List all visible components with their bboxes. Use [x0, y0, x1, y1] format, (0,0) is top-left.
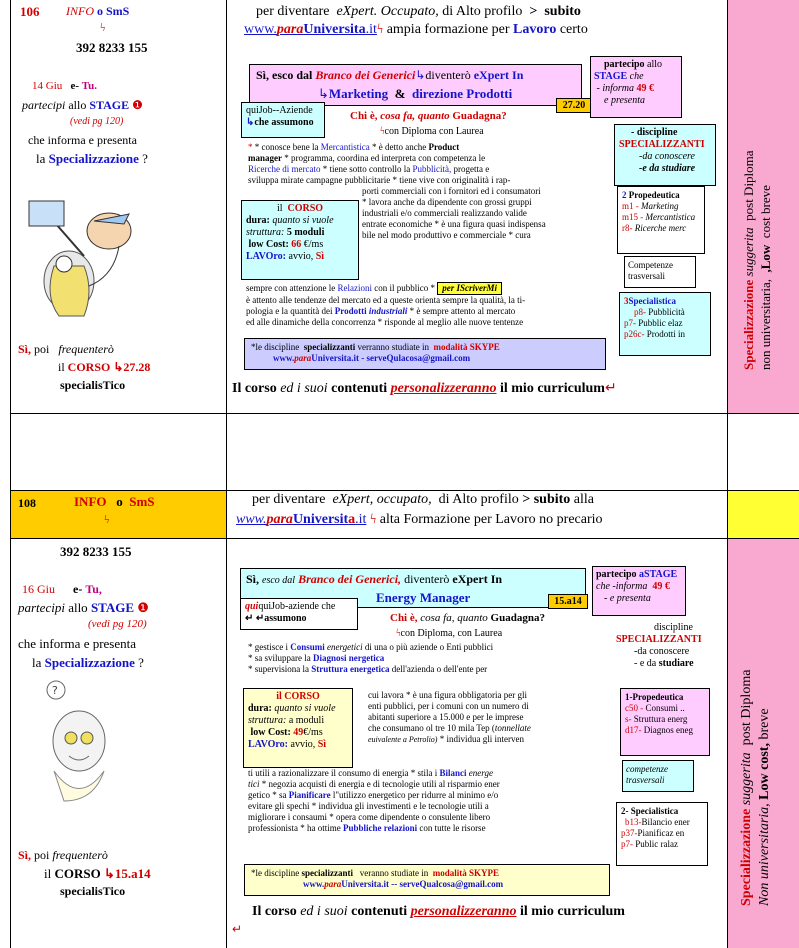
- page-ref: (vedi pg 120): [70, 116, 124, 127]
- specialistico: specialisTico: [60, 378, 126, 392]
- title-line-2: ↳Marketing & direzione Prodotti: [318, 86, 513, 101]
- spec-line-2: la Specializzazione ?: [32, 655, 144, 670]
- final-line-2: Il corso ed i suoi contenuti personalizzeranno il mio curriculum: [252, 904, 625, 919]
- phone-number-2: 392 8233 155: [60, 544, 132, 559]
- svg-text:?: ?: [52, 684, 58, 697]
- site-link[interactable]: www.paraUniversita.it: [236, 512, 367, 527]
- quijob-box-2[interactable]: quiquiJob-aziende che ↵ ↵assumono: [240, 598, 358, 630]
- final-line: Il corso ed i suoi contenuti personalizzeranno il mio curriculum↵: [232, 381, 617, 396]
- iscriviti-button[interactable]: per IScriverMi: [437, 282, 502, 295]
- lightning-icon: ϟ: [104, 512, 110, 526]
- course-ref-badge-2: 15.a14: [548, 594, 588, 609]
- info-sms: INFO o SmS: [66, 4, 130, 18]
- phone-number: 392 8233 155: [76, 40, 148, 55]
- grid-line: [226, 0, 227, 948]
- side-text-1: Specializzazione suggerita post Diploma non universitaria, ,Low cost breve: [741, 150, 773, 370]
- informa-line-2: che informa e presenta: [18, 636, 137, 651]
- site-link[interactable]: www.paraUniversita.it: [244, 22, 377, 37]
- lightning-icon: ϟ: [100, 20, 106, 34]
- description-text-6: ti utili a razionalizzare il consumo di energia * stila i Bilanci energe tici * negozia acquisti di energia e di tecnologie utili al risparmio ener getico * sa Pianificare l"utilizzo energetico per ridurre al minimo e/o evitare gli spechi * individua gli investimenti e le tecnologie utili a migliorare i consaumi * opera come dipendente o consulente libero professionista * ha ottime Pubbliche relazioni con tutte le risorse: [248, 768, 500, 833]
- stage-box-2: partecipo aSTAGE che -informa 49 € - e presenta: [592, 566, 686, 616]
- heading-line-2: www.paraUniversita.itϟ ampia formazione per Lavoro certo: [244, 22, 588, 37]
- description-text-1: * * conosce bene la Mercantistica * è detto anche Product manager * programma, coordina ed interpreta con competenza le Ricerche di mercato * tiene sotto controllo la Pubblicità, progetta e sviluppa mirate campagne pubblicitarie * tiene vive con originalità i rap-: [248, 142, 511, 185]
- title-line-3: Sì, esco dal Branco dei Generici, diventerò eXpert In: [246, 572, 503, 586]
- course-box-2: il CORSO dura: quanto si vuole struttura: a moduli low Cost: 49€/ms LAVOro: avvio, Sì: [243, 688, 353, 768]
- heading-line-4: www.paraUniversita.it ϟ alta Formazione per Lavoro no precario: [236, 512, 603, 527]
- competenze-box: Competenze trasversali: [624, 256, 696, 288]
- grid-line: [10, 0, 11, 948]
- corso-line-2: il CORSO ↳15.a14: [44, 866, 151, 881]
- specialistica-box: 3Specialistica p8- Pubblicità p7- Pubblic elaz p26c- Prodotti in: [619, 292, 711, 356]
- heading-line-1: per diventare eXpert. Occupato, di Alto profilo > subito: [256, 4, 581, 19]
- title-line-4: Energy Manager: [376, 590, 471, 605]
- competenze-box-2: competenze trasversali: [622, 760, 694, 792]
- side-cell-yellow: [728, 491, 799, 538]
- chi-line: Chi è, cosa fa, quanto Guadagna?: [350, 110, 507, 122]
- teacher-illustration: [24, 176, 154, 326]
- footer-box: *le discipline specializzanti verranno studiate in modalità SKYPE www.paraUniversita.it - serveQulacosa@gmail.com: [244, 338, 606, 370]
- propedeutica-box: 2 Propedeutica m1 - Marketing m15 - Mercantistica r8- Ricerche merc: [617, 186, 705, 254]
- si-poi-line-2: Sì, poi frequenterò: [18, 848, 108, 862]
- heading-line-3: per diventare eXpert, occupato, di Alto profilo > subito alla: [252, 492, 595, 507]
- diploma-line-2: ϟcon Diploma, con Laurea: [396, 628, 503, 639]
- diploma-line: ϟcon Diploma con Laurea: [380, 126, 484, 137]
- course-ref-badge: 27.20: [556, 98, 592, 113]
- date-line-2: 16 Giu e- Tu,: [22, 582, 102, 596]
- entry-number-2: 108: [18, 496, 36, 510]
- specialistico-2: specialisTico: [60, 884, 126, 898]
- return-icon: ↵: [232, 922, 243, 936]
- side-text-2: Specializzazione suggerita post Diploma Non universitaria, Low cost, breve: [739, 669, 772, 906]
- stage-box: partecipo allo STAGE che - informa 49 € e presenta: [590, 56, 682, 118]
- stage-line-2: partecipi allo STAGE ❶: [18, 600, 149, 615]
- propedeutica-box-2: 1-Propedeutica c50 - Consumi .. s- Struttura energ d17- Diagnos eneg: [620, 688, 710, 756]
- title-line-1: Sì, esco dal Branco dei Generici↳diventerò eXpert In: [256, 68, 524, 82]
- si-poi-line: Sì, poi frequenterò: [18, 342, 114, 356]
- spec-line: la Specializzazione ?: [36, 151, 148, 166]
- entry-number: 106: [20, 4, 40, 19]
- description-text-4: * gestisce i Consumi energetici di una o più aziende o Enti pubblici * sa sviluppare la Diagnosi nergetica * supervisiona la Struttura energetica dell'azienda o dell'ente per: [248, 642, 494, 674]
- description-text-2: porti commerciali con i fornitori ed i consumatori * lavora anche da dipendente con grossi gruppi industriali e/o commerciali realizzando valide entrate economiche * è una figura quasi indispensa bile nel modo produttivo e commerciale * cura: [362, 186, 546, 240]
- corso-line: il CORSO ↳27.28: [58, 360, 151, 374]
- informa-line: che informa e presenta: [28, 133, 137, 147]
- course-box: il CORSO dura: quanto si vuole struttura: 5 moduli low Cost: 66 €/ms LAVOro: avvio, Sì: [241, 200, 359, 280]
- page-ref-2: (vedi pg 120): [88, 618, 147, 630]
- info-sms-2: INFO o SmS: [74, 494, 155, 509]
- footer-box-2: *le discipline specializzanti veranno studiate in modalità SKYPE www.paraUniversita.it -- serveQualcosa@gmail.com: [244, 864, 610, 896]
- grid-line: [10, 538, 799, 539]
- discipline-block-2: discipline SPECIALIZZANTI -da conoscere - e da studiare: [616, 622, 702, 669]
- specialistica-box-2: 2- Specialistica b13-Bilancio ener p37-Pianificaz en p7- Public ralaz: [616, 802, 708, 866]
- stage-line: partecipi allo STAGE ❶: [22, 98, 143, 112]
- discipline-box: - discipline SPECIALIZZANTI -da conoscere -e da studiare: [614, 124, 716, 186]
- thinking-man-illustration: [34, 676, 124, 806]
- description-text-3: sempre con attenzione le Relazioni con il pubblico * per IScriverMi è attento alle tendenze del mercato ed a queste orienta sempre la qualità, la ti- pologia e la quantità dei Prodotti industriali * è sempre attento al mercato ed alle dinamiche della concorrenza * risponde al meglio alle nuove tentenze: [246, 283, 526, 327]
- date-line: 14 Giu e- Tu.: [32, 80, 97, 92]
- chi-line-2: Chi è, cosa fa, quanto Guadagna?: [390, 612, 545, 624]
- grid-line: [10, 413, 799, 414]
- quijob-box[interactable]: quiJob--Aziende ↳che assumono: [241, 102, 325, 138]
- description-text-5: cui lavora * è una figura obbligatoria per gli enti pubblici, per i comuni con un numero di abitanti superiore a 15.000 e per le imprese che consumano ol tre 10 mila Tep (tonnellate euivalente a Petrolio) * individua gli interven: [368, 690, 531, 744]
